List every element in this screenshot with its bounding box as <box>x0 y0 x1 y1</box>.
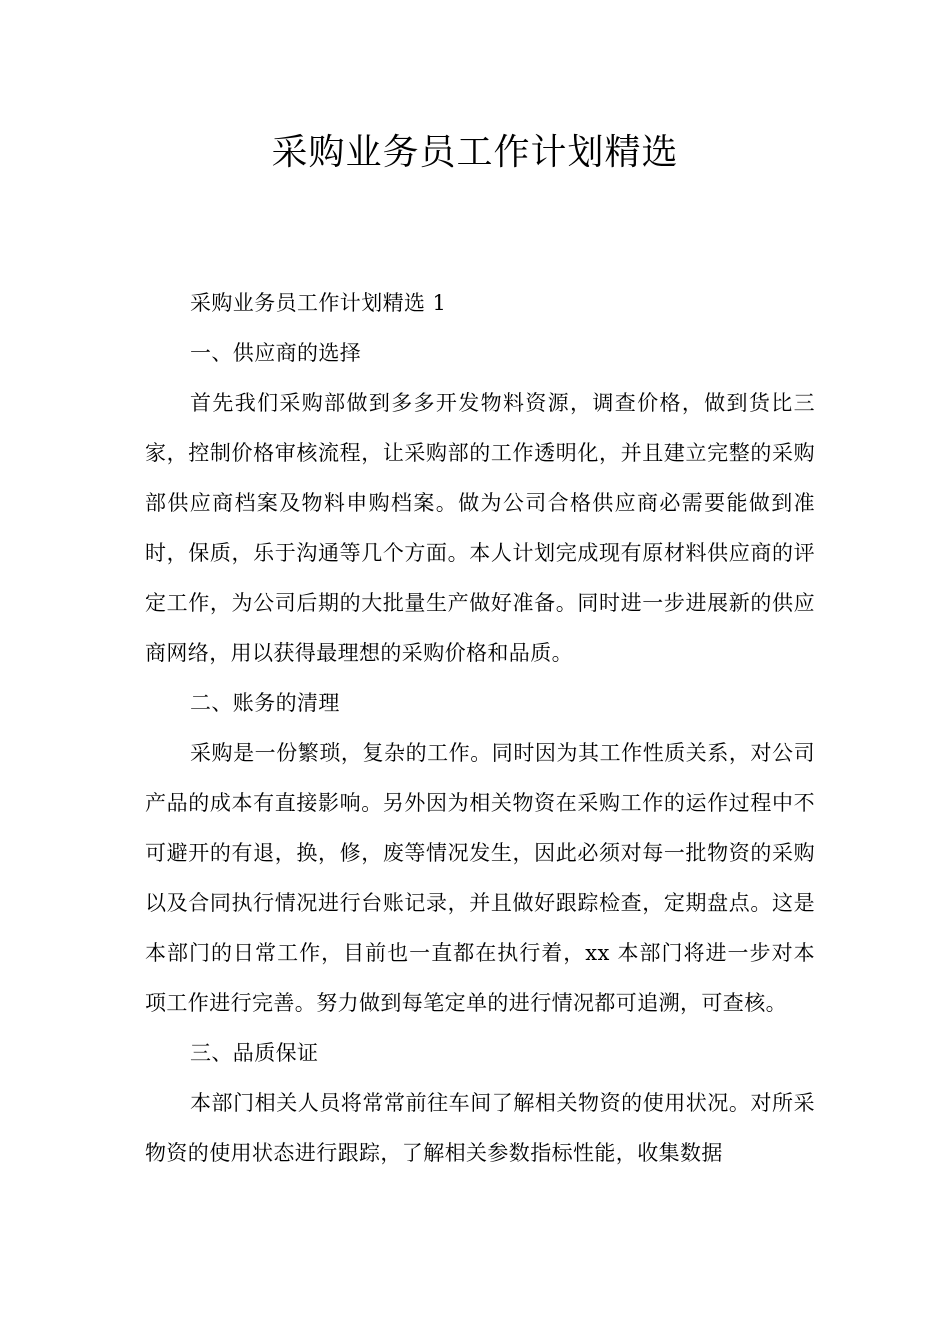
paragraph-accounts-cleanup: 采购是一份繁琐，复杂的工作。同时因为其工作性质关系，对公司产品的成本有直接影响。另外因为相关物资在采购工作的运作过程中不可避开的有退，换，修，废等情况发生，因此必须对每一批物资的采购以及合同执行情况进行台账记录，并且做好跟踪检查，定期盘点。这是本部门的日常工作，目前也一直都在执行着，xx 本部门将进一步对本项工作进行完善。努力做到每笔定单的进行情况都可追溯，可查核。 <box>145 741 815 1015</box>
section-heading-plan-1: 采购业务员工作计划精选 1 <box>190 291 447 315</box>
section-heading-quality-assurance: 三、品质保证 <box>190 1041 319 1065</box>
section-heading-accounts-cleanup: 二、账务的清理 <box>190 691 340 715</box>
paragraph-quality-assurance: 本部门相关人员将常常前往车间了解相关物资的使用状况。对所采物资的使用状态进行跟踪，了解相关参数指标性能，收集数据 <box>145 1091 815 1165</box>
document-body <box>145 278 815 1178</box>
paragraph-supplier-selection: 首先我们采购部做到多多开发物料资源，调查价格，做到货比三家，控制价格审核流程，让采购部的工作透明化，并且建立完整的采购部供应商档案及物料申购档案。做为公司合格供应商必需要能做到准时，保质，乐于沟通等几个方面。本人计划完成现有原材料供应商的评定工作，为公司后期的大批量生产做好准备。同时进一步进展新的供应商网络，用以获得最理想的采购价格和品质。 <box>145 391 815 665</box>
document-title: 采购业务员工作计划精选 <box>271 132 679 173</box>
section-heading-supplier-selection: 一、供应商的选择 <box>190 341 362 365</box>
